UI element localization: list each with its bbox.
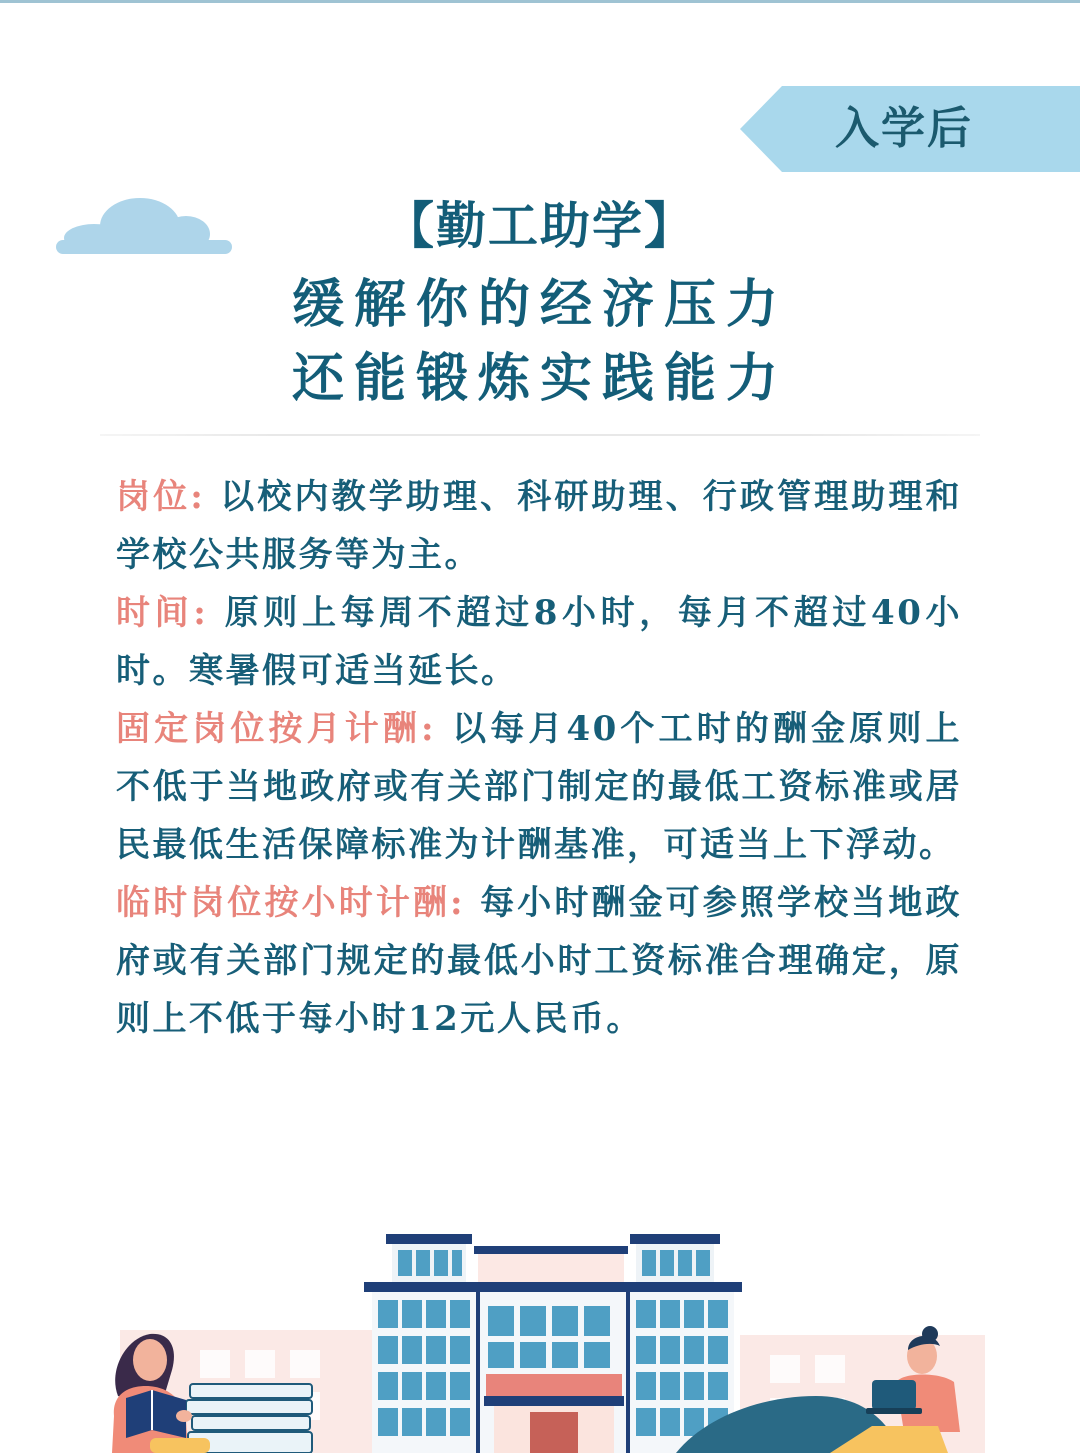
info-text: 以校内教学助理、科研助理、行政管理助理和学校公共服务等为主。 — [116, 477, 963, 575]
section-tab — [740, 86, 1080, 172]
info-label: 临时岗位按小时计酬: — [116, 883, 466, 923]
info-label: 时间: — [116, 593, 209, 633]
info-text: 以每月40个工时的酬金原则上不低于当地政府或有关部门制定的最低工资标准或居民最低生活保障标准为计酬基准，可适当上下浮动。 — [116, 709, 962, 865]
info-item-hourly-pay — [116, 874, 962, 1048]
section-tab-label: 入学后 — [835, 103, 973, 154]
page-title-line-3: 还能锻炼实践能力 — [291, 349, 788, 409]
info-item-monthly-pay — [116, 700, 962, 874]
info-item-position — [116, 468, 962, 584]
school-building-icon — [364, 1234, 742, 1453]
page-title-line-1: 【勤工助学】 — [384, 197, 696, 255]
info-list — [116, 468, 962, 1048]
page-title-line-2: 缓解你的经济压力 — [291, 275, 788, 335]
info-item-time — [116, 584, 962, 700]
info-text: 原则上每周不超过8小时，每月不超过40小时。寒暑假可适当延长。 — [116, 593, 962, 691]
info-text: 每小时酬金可参照学校当地政府或有关部门规定的最低小时工资标准合理确定，原则上不低于每小时12元人民币。 — [116, 883, 963, 1039]
campus-illustration — [0, 1220, 1080, 1453]
top-border — [0, 0, 1080, 3]
divider — [100, 434, 980, 436]
info-label: 岗位: — [116, 477, 206, 517]
info-label: 固定岗位按月计酬: — [116, 709, 437, 749]
